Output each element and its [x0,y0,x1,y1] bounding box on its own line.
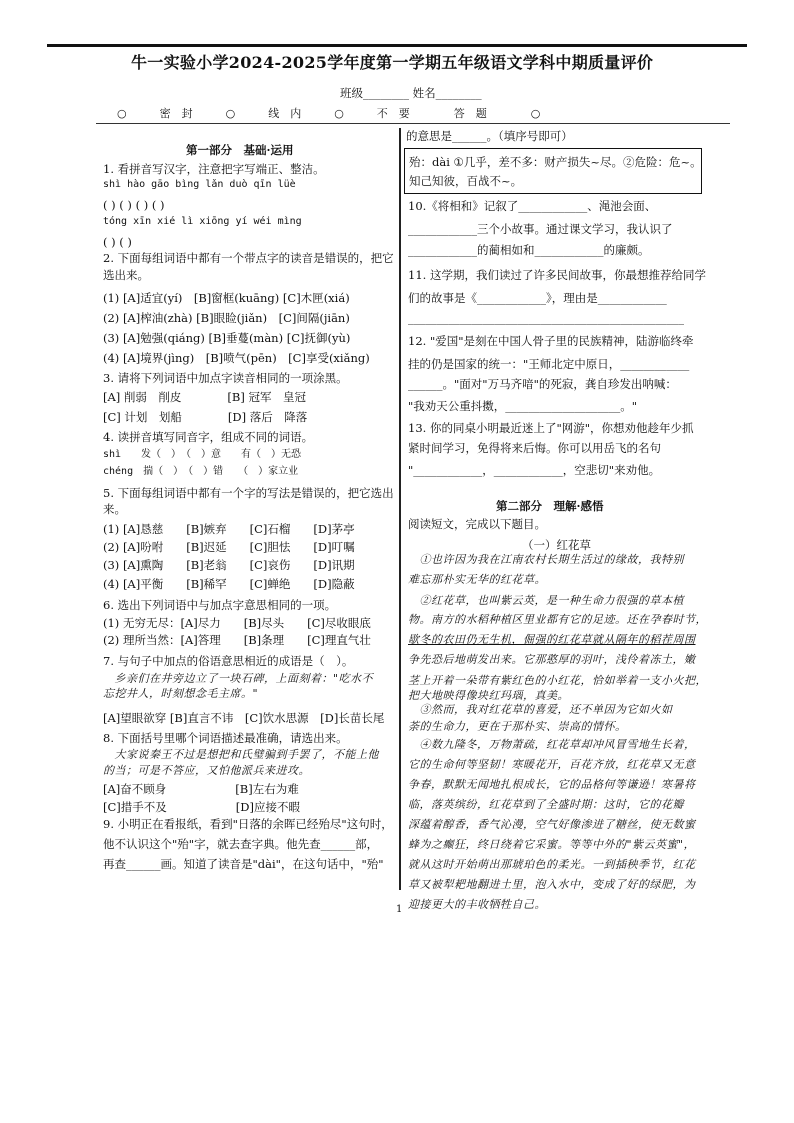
left-column-line: [A] 削弱 削皮 [B] 冠军 皇冠 [103,390,307,404]
left-column-line: 9. 小明正在看报纸，看到"日落的余晖已经殆尽"这句时， [103,817,393,831]
left-column-line: [A]望眼欲穿 [B]直言不讳 [C]饮水思源 [D]长苗长尾 [103,711,385,725]
right-column-line: 挂的仍是国家的统一："王师北定中原日，____________ [408,357,690,371]
right-column-line: 13. 你的同桌小明最近迷上了"网游"，你想劝他趁年少抓 [408,421,694,435]
left-column-line: (2) 理所当然：[A]答理 [B]条理 [C]理直气壮 [103,633,371,647]
left-column-line: chéng 揣（ ） （ ）错 （ ）家立业 [103,466,299,477]
left-column-line: 大家说秦王不过是想把和氏璧骗到手罢了，不能上他 [103,748,379,761]
left-column-line: (3) [A]勉强(qiáng) [B]垂蔓(màn) [C]抚御(yù) [103,331,351,345]
right-column-line: ④数九隆冬，万物萧疏，红花草却冲风冒雪地生长着， [408,738,696,751]
right-column-line: "我劝天公重抖擞，____________________。" [408,399,638,413]
page-title: 牛一实验小学2024-2025学年度第一学期五年级语文学科中期质量评价 [131,53,654,72]
left-column-line: tóng xīn xié lì xiōng yí wéi mìng [103,216,302,227]
right-column-line: 它的生命何等坚韧！寒暖花开，百花齐放，红花草又无意 [408,758,696,771]
q9-continued: 的意思是______。（填序号即可） [406,129,573,143]
dictionary-entry-box [404,148,702,194]
page-number: 1 [396,904,403,915]
right-column-line: 紧时间学习，免得将来后悔。你可以用岳飞的名句 [408,441,661,455]
left-column-line: (1) [A]恳慈 [B]嫉弃 [C]石榴 [D]茅亭 [103,522,355,536]
left-column-line: 的当；可是不答应，又怕他派兵来进攻。 [103,764,310,777]
right-column-line: 12. "爱国"是刻在中国人骨子里的民族精神，陆游临终牵 [408,334,694,348]
left-column-line: (2) [A]吩咐 [B]迟延 [C]胆怯 [D]叮嘱 [103,540,355,554]
seal-line-text: ○ 密 封 ○ 线 内 ○ 不 要 答 题 ○ [117,107,541,120]
left-column-line: 1. 看拼音写汉字，注意把字写端正、整洁。 [103,162,325,176]
right-column-line: ____________三个小故事。通过课文学习，我认识了 [408,222,673,236]
right-column-line: ②红花草，也叫紫云英，是一种生命力很强的草本植 [408,594,684,607]
left-column-line: 2. 下面每组词语中都有一个带点字的读音是错误的，把它 [103,251,394,265]
right-column-line: 第二部分 理解·感悟 [496,499,604,513]
left-column-line: 7. 与句子中加点的俗语意思相近的成语是（ ）。 [103,654,354,668]
right-column-line: 10.《将相和》记叙了____________、渑池会面、 [408,199,657,213]
seal-line [96,123,730,124]
right-column-line: 阅读短文，完成以下题目。 [408,517,546,531]
right-column-line: 蜂为之癫狂，终日绕着它采蜜。等等中外的"紫云英蜜"， [408,838,696,851]
left-column-line: 来。 [103,502,126,516]
left-column-line: ( ) ( ) ( ) ( ) [103,198,165,212]
right-column-line: 茎上开着一朵带有紫红色的小红花，恰如举着一支小火把， [408,674,707,687]
left-column-line: shì 发（ ） （ ）意 有（ ）无恐 [103,449,302,460]
right-column-line: 物。南方的水稻种植区里业都有它的足迹。还在孕春时节， [408,613,707,626]
dictionary-line-2: 知己知彼，百战不~。 [409,174,523,188]
right-column-line: 们的故事是《____________》，理由是____________ [408,291,667,305]
right-column-line: 歇冬的农田仍无生机，倔强的红花草就从隔年的稻茬周围 [408,633,696,646]
left-column-line: (4) [A]境界(jìng) [B]喷气(pēn) [C]享受(xiǎng) [103,351,370,365]
left-column-line: 第一部分 基础·运用 [186,143,294,157]
right-column-line: 难忘那朴实无华的红花草。 [408,573,546,586]
right-column-line: ______。"面对"万马齐喑"的死寂，龚自珍发出呐喊： [408,377,677,391]
header-fields: 班级________ 姓名________ [340,86,482,100]
right-column-line: 就从这时开始萌出那琥珀色的柔光。一到插秧季节，红花 [408,858,696,871]
left-column-line: shì hào gāo bìng lǎn duò qīn lüè [103,179,296,190]
right-column-line: 临，落英缤纷，红花草到了全盛时期：这时，它的花瓣 [408,798,684,811]
top-rule [47,44,747,47]
left-column-line: 5. 下面每组词语中都有一个字的写法是错误的，把它选出 [103,486,394,500]
left-column-line: 他不认识这个"殆"字，就去查字典。他先查______部， [103,837,379,851]
right-column-line: 深蕴着醇香，香气沁漫，空气好像渗进了糖丝，使无数蜜 [408,818,696,831]
dictionary-line-1: 殆：dài ①几乎，差不多：财产损失~尽。②危险：危~。 [409,155,702,169]
left-column-line: 8. 下面括号里哪个词语描述最准确，请选出来。 [103,731,348,745]
left-column-line: 乡亲们在井旁边立了一块石碑，上面刻着："吃水不 [103,672,374,685]
right-column-line: 把大地映得像块红玛瑙，真美。 [408,689,569,702]
right-column-line: 荼的生命力，更在于那朴实、崇高的情怀。 [408,720,627,733]
left-column-line: 选出来。 [103,268,149,282]
column-divider [399,128,401,890]
left-column-line: (4) [A]平衡 [B]稀罕 [C]蝉绝 [D]隐蔽 [103,577,355,591]
left-column-line: 6. 选出下列词语中与加点字意思相同的一项。 [103,598,337,612]
left-column-line: (1) 无穷无尽：[A]尽力 [B]尽头 [C]尽收眼底 [103,616,371,630]
left-column-line: ( ) ( ) [103,235,132,249]
right-column-line: ____________的蔺相如和____________的廉颇。 [408,243,650,257]
right-column-line: （一）红花草 [522,538,591,552]
left-column-line: 忘挖井人，时刻想念毛主席。" [103,687,259,700]
left-column-line: (2) [A]榨油(zhà) [B]眼睑(jiǎn) [C]间隔(jiān) [103,311,350,325]
left-column-line: 3. 请将下列词语中加点字读音相同的一项涂黑。 [103,371,348,385]
right-column-line: ________________________________________________ [408,311,684,325]
left-column-line: [C]措手不及 [D]应接不暇 [103,800,300,814]
left-column-line: 再查______画。知道了读音是"dài"，在这句话中，"殆" [103,857,384,871]
right-column-line: 草又被犁耙地翻进土里，泡入水中，变成了好的绿肥，为 [408,878,696,891]
right-column-line: 争春，默默无闻地扎根成长，它的品格何等谦逊！寒暑将 [408,778,696,791]
right-column-line: "____________，____________，空悲切"来劝他。 [408,463,661,477]
left-column-line: 4. 读拼音填写同音字，组成不同的词语。 [103,430,314,444]
left-column-line: [A]奋不顾身 [B]左右为难 [103,782,299,796]
right-column-line: 迎接更大的丰收牺牲自己。 [408,898,546,911]
left-column-line: (1) [A]适宜(yí) [B]窗框(kuāng) [C]木匣(xiá) [103,291,350,305]
right-column-line: 争先恐后地萌发出来。它那憨厚的羽叶，浅伶着冻土，嫩 [408,653,696,666]
right-column-line: ①也许因为我在江南农村长期生活过的缘故，我特别 [408,553,684,566]
right-column-line: 11. 这学期，我们读过了许多民间故事，你最想推荐给同学 [408,268,706,282]
left-column-line: (3) [A]熏陶 [B]老翁 [C]哀伤 [D]讯期 [103,558,355,572]
left-column-line: [C] 计划 划船 [D] 落后 降落 [103,410,308,424]
right-column-line: ③然而，我对红花草的喜爱，还不单因为它如火如 [408,703,673,716]
